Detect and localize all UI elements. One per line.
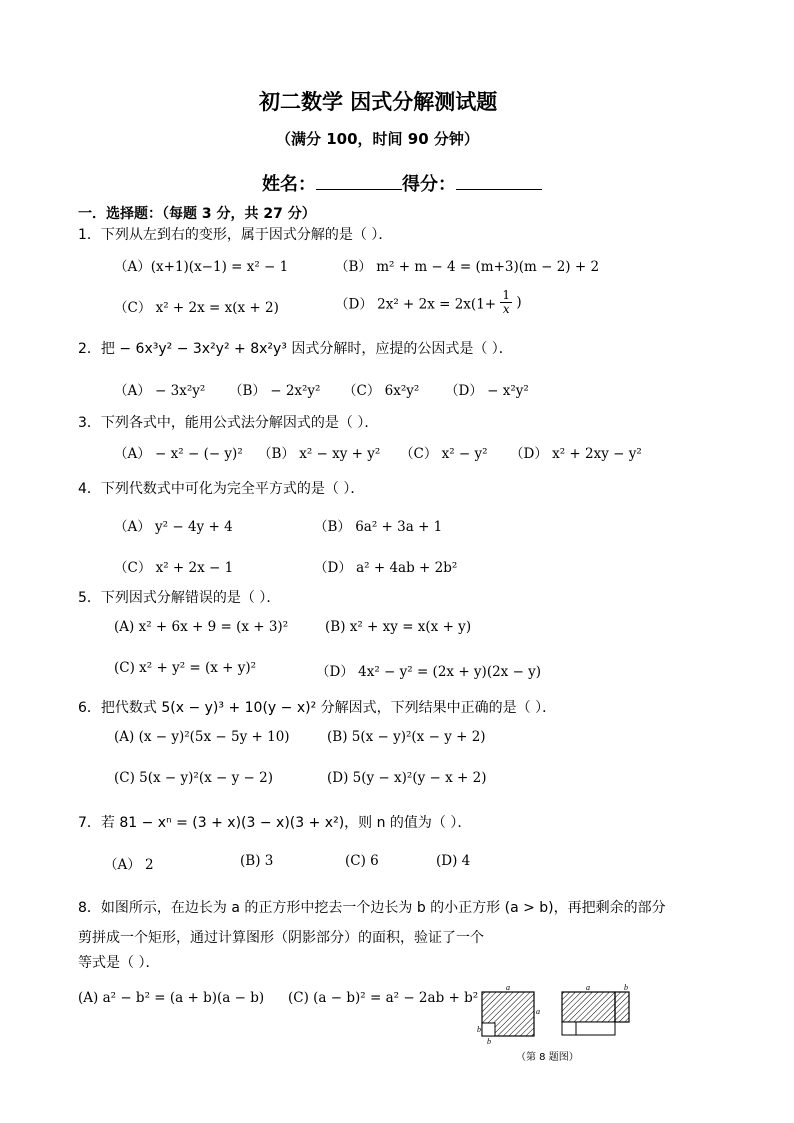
q2-option-b: （B） − 2x²y² xyxy=(229,383,321,399)
q1-d-denominator: x xyxy=(502,302,510,316)
q2-option-c: （C） 6x²y² xyxy=(343,383,420,399)
name-blank xyxy=(316,171,402,190)
q3-option-c: （C） x² − y² xyxy=(400,446,488,462)
q3-option-a: （A） − x² − (− y)² xyxy=(114,446,243,462)
q2-option-a: （A） − 3x²y² xyxy=(114,383,206,399)
q5-stem: 5．下列因式分解错误的是（ ）． xyxy=(78,590,281,606)
figure-square xyxy=(482,992,534,1036)
fig-label-b-left-side: b xyxy=(477,1025,481,1034)
q1-stem: 1．下列从左到右的变形，属于因式分解的是（ ）． xyxy=(78,227,393,243)
q1-option-c: （C） x² + 2x = x(x + 2) xyxy=(114,300,279,316)
q4-option-b: （B） 6a² + 3a + 1 xyxy=(314,519,443,535)
score-label: 得分： xyxy=(402,174,456,195)
q4-option-c: （C） x² + 2x − 1 xyxy=(114,560,234,576)
q5-option-b: (B) x² + xy = x(x + y) xyxy=(325,619,472,635)
q5-option-d: （D） 4x² − y² = (2x + y)(2x − y) xyxy=(316,664,542,680)
q7-option-c: (C) 6 xyxy=(345,853,379,869)
name-score-line xyxy=(262,170,542,196)
q1-option-d xyxy=(335,289,522,316)
fig-label-a-top-left: a xyxy=(506,983,510,992)
score-blank xyxy=(456,171,542,190)
q7-option-b: (B) 3 xyxy=(240,853,274,869)
q6-option-d: (D) 5(y − x)²(y − x + 2) xyxy=(327,770,487,786)
q1-d-fraction xyxy=(500,289,512,316)
q3-option-b: （B） x² − xy + y² xyxy=(258,446,381,462)
q1-d-suffix: ) xyxy=(516,294,522,311)
q2-option-d: （D） − x²y² xyxy=(445,383,529,399)
q5-option-c: (C) x² + y² = (x + y)² xyxy=(114,660,257,676)
q3-stem: 3．下列各式中，能用公式法分解因式的是（ ）． xyxy=(78,415,379,431)
q4-stem: 4．下列代数式中可化为完全平方式的是（ ）． xyxy=(78,481,365,497)
q4-option-a: （A） y² − 4y + 4 xyxy=(114,519,233,535)
q2-stem: 2．把 − 6x³y² − 3x²y² + 8x²y³ 因式分解时，应提的公因式是（ ）． xyxy=(78,341,513,357)
q6-option-b: (B) 5(x − y)²(x − y + 2) xyxy=(327,729,486,745)
q8-option-a: (A) a² − b² = (a + b)(a − b) xyxy=(78,990,265,1006)
fig-label-a-side-left: a xyxy=(536,1007,540,1016)
q8-line3: 等式是（ ）． xyxy=(78,955,160,971)
name-label: 姓名： xyxy=(262,174,316,195)
q8-line1: 8．如图所示，在边长为 a 的正方形中挖去一个边长为 b 的小正方形 (a > b)，再把剩余的部分 xyxy=(78,900,666,916)
q7-option-a: （A） 2 xyxy=(104,857,154,873)
q6-option-a: (A) (x − y)²(5x − 5y + 10) xyxy=(114,729,290,745)
q8-figure xyxy=(474,980,640,1048)
q1-option-a: （A）(x+1)(x−1) = x² − 1 xyxy=(114,259,289,275)
fig-label-a-top-right: a xyxy=(586,983,590,992)
q8-option-c: (C) (a − b)² = a² − 2ab + b² xyxy=(288,990,479,1006)
q8-line2: 剪拼成一个矩形，通过计算图形（阴影部分）的面积，验证了一个 xyxy=(78,930,484,946)
q1-d-prefix: （D） 2x² + 2x = 2x(1+ xyxy=(335,296,497,313)
page-title: 初二数学 因式分解测试题 xyxy=(259,90,498,114)
q7-option-d: (D) 4 xyxy=(436,853,471,869)
q1-option-b: （B） m² + m − 4 = (m+3)(m − 2) + 2 xyxy=(335,259,600,275)
fig-label-b-left-bottom: b xyxy=(487,1037,491,1046)
q8-figure-caption: （第 8 题图） xyxy=(516,1052,579,1063)
q7-stem: 7．若 81 − xⁿ = (3 + x)(3 − x)(3 + x²)，则 n 的值为（ ）． xyxy=(78,815,472,831)
fig-label-b-right-side: b xyxy=(624,983,628,992)
q1-d-numerator: 1 xyxy=(502,288,511,302)
q3-option-d: （D） x² + 2xy − y² xyxy=(510,446,642,462)
q4-option-d: （D） a² + 4ab + 2b² xyxy=(314,560,458,576)
q5-option-a: (A) x² + 6x + 9 = (x + 3)² xyxy=(114,619,289,635)
q6-stem: 6．把代数式 5(x − y)³ + 10(y − x)² 分解因式，下列结果中正确的是（ ）． xyxy=(78,700,557,716)
q6-option-c: (C) 5(x − y)²(x − y − 2) xyxy=(114,770,273,786)
section-heading: 一．选择题：（每题 3 分，共 27 分） xyxy=(78,206,316,222)
figure-rectangle xyxy=(562,992,629,1035)
page-subtitle: （满分 100，时间 90 分钟） xyxy=(276,130,479,148)
